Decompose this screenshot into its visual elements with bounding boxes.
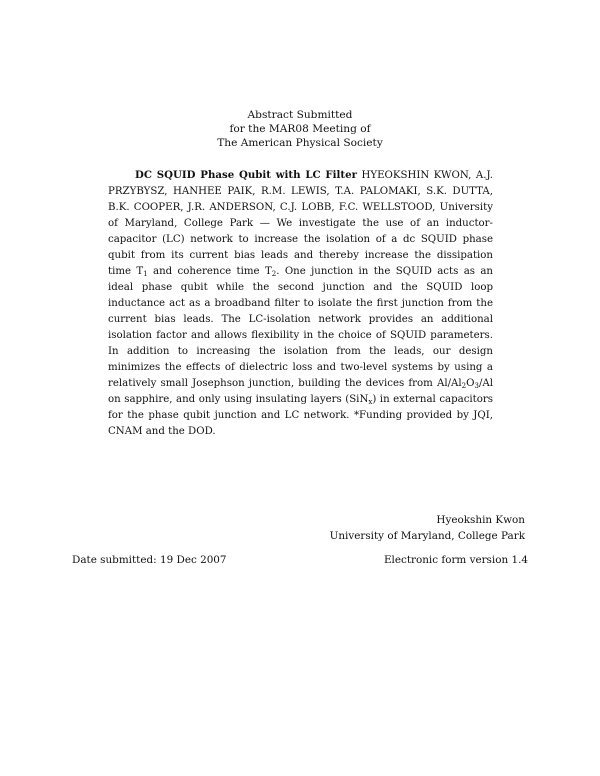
abstract-title: DC SQUID Phase Qubit with LC Filter <box>135 169 357 181</box>
date-submitted: Date submitted: 19 Dec 2007 <box>72 554 227 566</box>
abstract-text-part5: /Al on sapphire, and only using insulating layers (SiN <box>108 378 493 405</box>
abstract-authors: HYEOKSHIN KWON, A.J. PRZYBYSZ, HANHEE PAIK, R.M. LEWIS, T.A. PALOMAKI, S.K. DUTTA, B.K. COOPER, J.R. ANDERSON, C.J. LOBB, F.C. WELLSTOOD, University of Maryland, College Park <box>108 170 493 229</box>
abstract-text-part4: O <box>466 378 475 389</box>
signature-affiliation: University of Maryland, College Park <box>329 530 525 542</box>
form-version: Electronic form version 1.4 <box>383 554 528 566</box>
subscript-x: x <box>368 398 373 406</box>
subscript-t1: 1 <box>143 270 148 278</box>
header-line-abstract-submitted: Abstract Submitted <box>247 109 353 121</box>
subscript-al2: 2 <box>461 382 467 390</box>
subscript-o3: 3 <box>474 382 479 390</box>
abstract-body <box>108 167 493 440</box>
abstract-text-part2: and coherence time T <box>147 266 272 277</box>
abstract-header <box>0 108 600 150</box>
header-line-meeting: for the MAR08 Meeting of <box>229 123 371 135</box>
signature-block <box>330 512 525 544</box>
header-line-society: The American Physical Society <box>217 137 383 149</box>
abstract-text-part3: . One junction in the SQUID acts as an ideal phase qubit while the second junction and the SQUID loop inductance act as a broadband filter to isolate the first junction from the current bias leads. The LC-isolation network provides an additional isolation factor and allows flexibility in the choice of SQUID parameters. In addition to increasing the isolation from the leads, our design minimizes the effects of dielectric loss and two-level systems by using a relatively small Josephson junction, building the devices from Al/Al <box>108 266 493 389</box>
abstract-text-part1: We investigate the use of an inductor-capacitor (LC) network to increase the isolation of a dc SQUID phase qubit from its current bias leads and thereby increase the dissipation time T <box>108 218 493 277</box>
signature-name: Hyeokshin Kwon <box>436 514 525 526</box>
abstract-text-part6: ) in external capacitors for the phase qubit junction and LC network. *Funding provided by JQI, CNAM and the DOD. <box>108 394 493 437</box>
subscript-t2: 2 <box>271 270 277 278</box>
abstract-dash: — <box>253 218 277 229</box>
